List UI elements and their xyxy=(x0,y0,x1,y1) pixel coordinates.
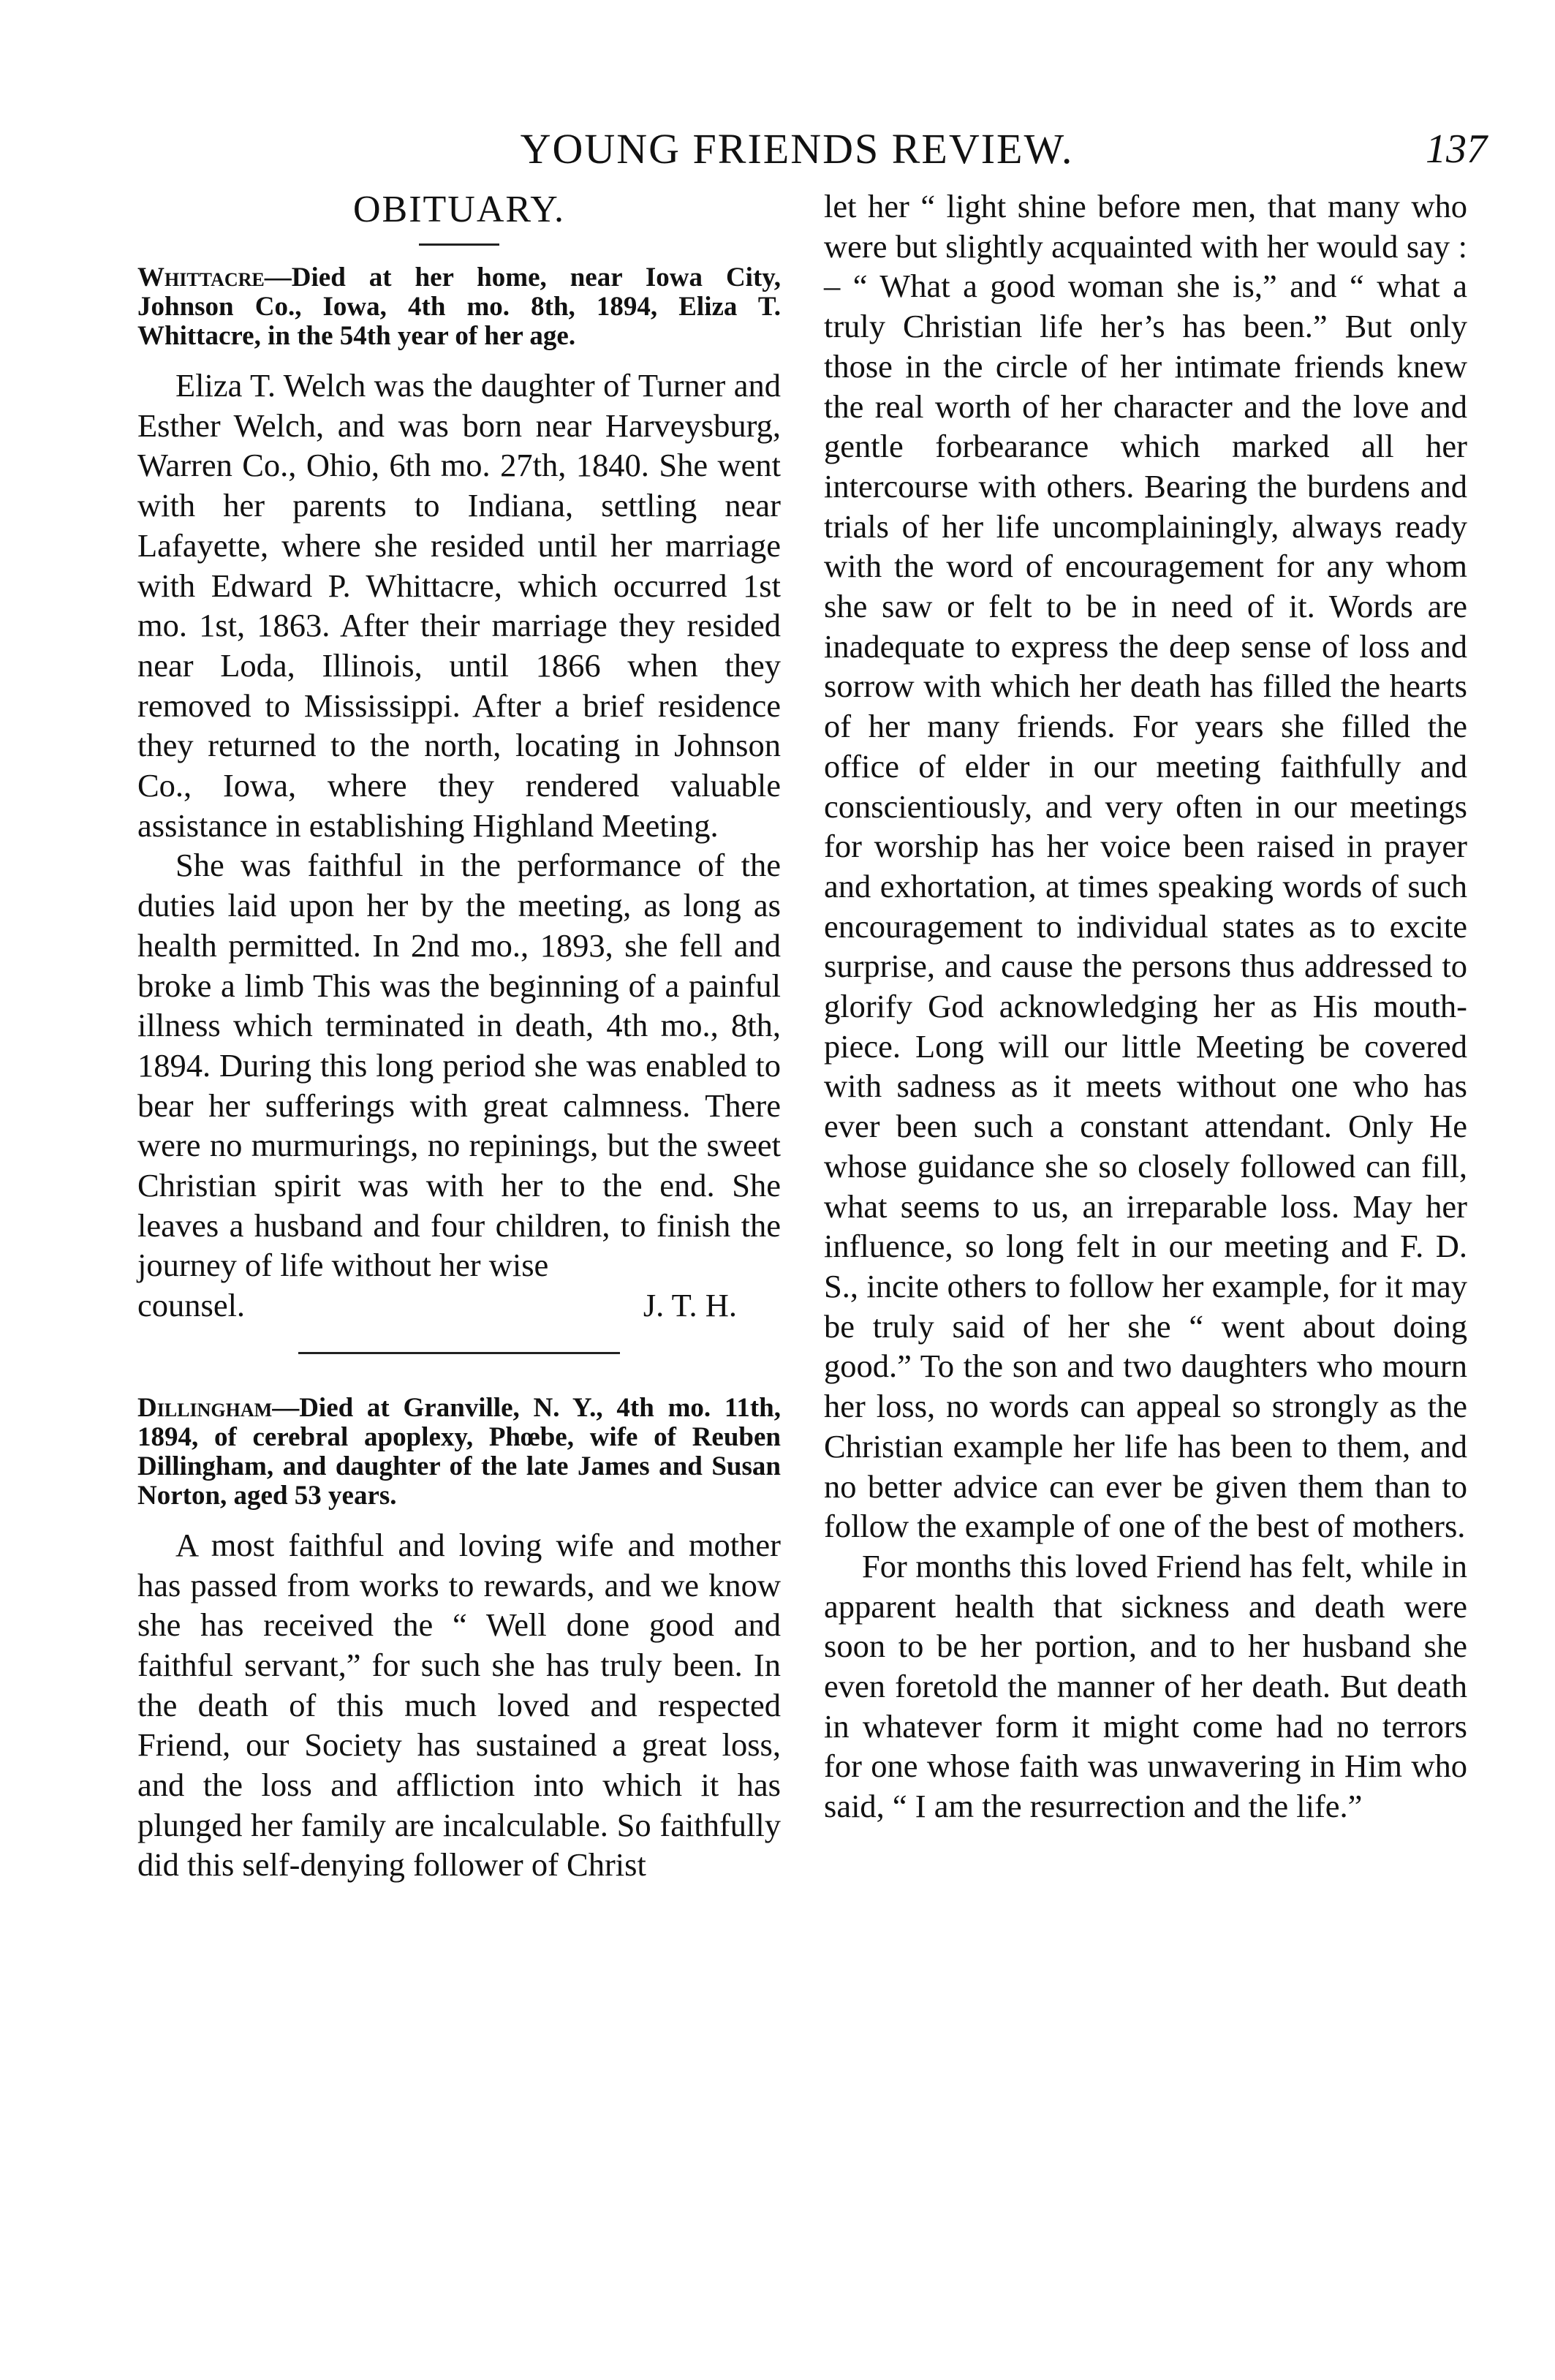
dillingham-paragraph-continued: let her “ light shine before men, that many who were but slightly acquainted with her would say : – “ What a good woman she is,” and “ what a truly Christian life her’s has been.” But only those in the circle of her intimate friends knew the real worth of her character and the love and gentle forbearance which marked all her intercourse with others. Bearing the burdens and trials of her life uncomplainingly, always ready with the word of encouragement for any whom she saw or felt to be in need of it. Words are inadequate to express the deep sense of loss and sorrow with which her death has filled the hearts of her many friends. For years she filled the office of elder in our meeting faithfully and conscientiously, and very often in our meetings for worship has her voice been raised in prayer and exhortation, at times speaking words of such encouragement to individual states as to excite surprise, and cause the persons thus addressed to glorify God acknowledging her as His mouth-piece. Long will our little Meeting be covered with sadness as it meets without one who has ever been such a constant attendant. Only He whose guidance she so closely followed can fill, what seems to us, an irreparable loss. May her influence, so long felt in our meeting and F. D. S., incite others to follow her example, for it may be truly said of her she “ went about doing good.” To the son and two daughters who mourn her loss, no words can appeal so strongly as the Christian example her life has been to them, and no better advice can ever be given them than to follow the example of one of the best of mothers. xyxy=(824,188,1467,1545)
dillingham-death-notice xyxy=(137,1394,781,1511)
dillingham-notice-text: —Died at Granville, N. Y., 4th mo. 11th, 1894, of cerebral apoplexy, Phœbe, wife of Reuben Dillingham, and daughter of the late James and Susan Norton, aged 53 years. xyxy=(137,1392,781,1511)
whittacre-surname: Whittacre xyxy=(137,262,265,292)
whittacre-signature: J. T. H. xyxy=(643,1287,737,1324)
section-divider xyxy=(298,1352,620,1354)
right-column xyxy=(824,186,1467,1826)
obituary-heading: OBITUARY. xyxy=(352,189,566,230)
dillingham-surname: Dillingham xyxy=(137,1392,273,1423)
whittacre-closing-line xyxy=(137,1285,781,1326)
whittacre-death-notice xyxy=(137,263,781,351)
whittacre-paragraph-2: She was faithful in the performance of the duties laid upon her by the meeting, as long as health permitted. In 2nd mo., 1893, she fell and broke a limb This was the beginning of a painful illness which terminated in death, 4th mo., 8th, 1894. During this long period she was enabled to bear her sufferings with great calmness. There were no murmurings, no repinings, but the sweet Christian spirit was with her to the end. She leaves a husband and four children, to finish the journey of life without her wise xyxy=(137,847,781,1284)
dillingham-paragraph-start: A most faithful and loving wife and mother has passed from works to rewards, and we know she has received the “ Well done good and faithful servant,” for such she has truly been. In the death of this much loved and respected Friend, our Society has sustained a great loss, and the loss and affliction into which it has plunged her family are incalculable. So faithfully did this self-denying follower of Christ xyxy=(137,1526,781,1884)
whittacre-last-word: counsel. xyxy=(137,1287,246,1324)
whittacre-paragraph-1: Eliza T. Welch was the daughter of Turner and Esther Welch, and was born near Harveysburg, Warren Co., Ohio, 6th mo. 27th, 1840. She went with her parents to Indiana, settling near Lafayette, where she resided until her marriage with Edward P. Whittacre, which occurred 1st mo. 1st, 1863. After their marriage they resided near Loda, Illinois, until 1866 when they removed to Mississippi. After a brief residence they returned to the north, locating in Johnson Co., Iowa, where they rendered valuable assistance in establishing Highland Meeting. xyxy=(137,367,781,844)
page-number: 137 xyxy=(1426,126,1487,172)
heading-rule xyxy=(419,243,499,246)
dillingham-final-paragraph: For months this loved Friend has felt, while in apparent health that sickness and death were soon to be her portion, and to her husband she even foretold the manner of her death. But death in whatever form it might come had no terrors for one whose faith was unwavering in Him who said, “ I am the resurrection and the life.” xyxy=(824,1547,1467,1825)
running-title: YOUNG FRIENDS REVIEW. xyxy=(520,125,1074,173)
whittacre-notice-text: —Died at her home, near Iowa City, Johnson Co., Iowa, 4th mo. 8th, 1894, Eliza T. Whittacre, in the 54th year of her age. xyxy=(137,262,781,351)
running-header xyxy=(0,124,1555,183)
left-column xyxy=(137,186,781,1885)
